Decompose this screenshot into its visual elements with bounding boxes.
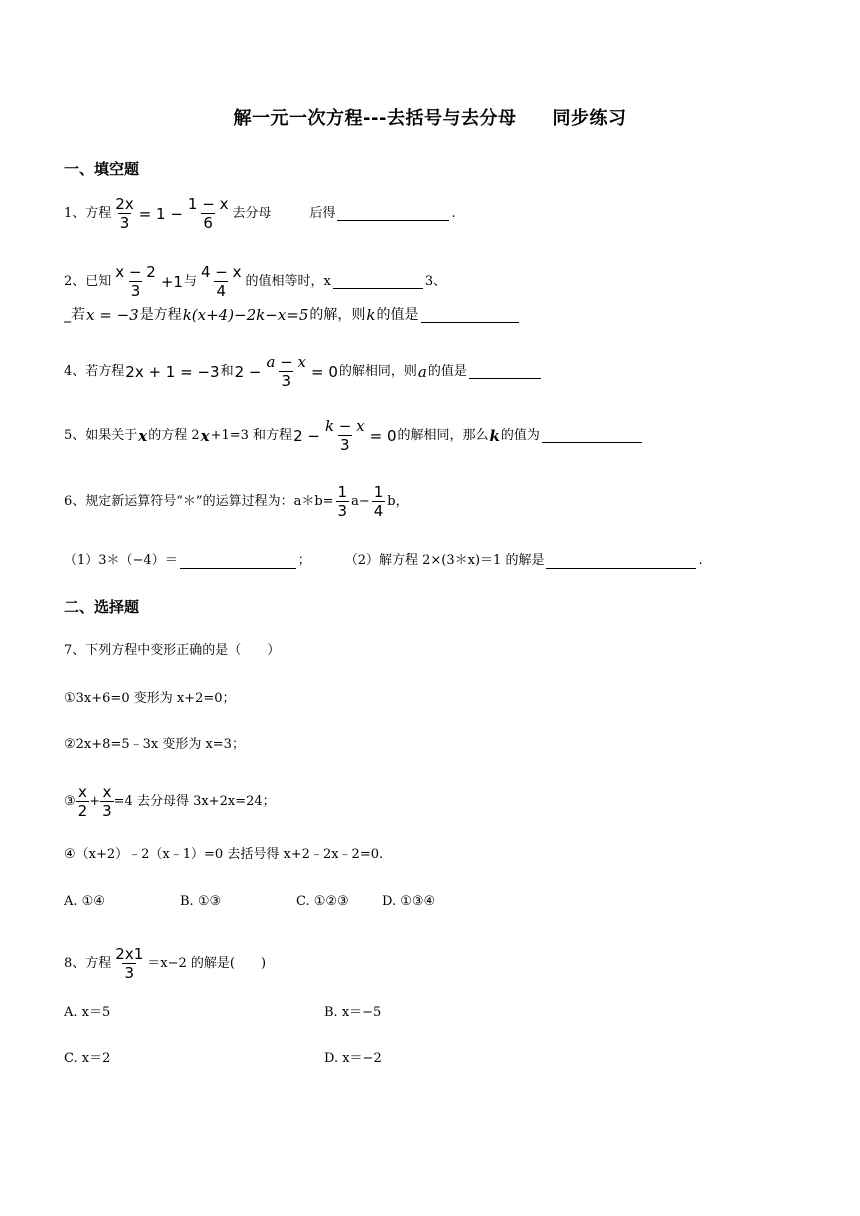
- q7-s3-rest: =4 去分母得 3x+2x=24；: [113, 793, 276, 809]
- q7-s3-num-2: x: [102, 783, 112, 801]
- q3-prefix: _若: [64, 307, 85, 323]
- q5-end: 的值为: [500, 427, 540, 443]
- q6-fraction-2: [372, 484, 386, 519]
- q5-num: k − x: [324, 417, 365, 435]
- q2-num-1: x − 2: [115, 263, 156, 281]
- page-title: [0, 104, 860, 130]
- q4-answer-blank[interactable]: [469, 364, 541, 379]
- q8-rest: ＝x−2 的解是( ): [147, 955, 267, 971]
- q7-s3-fraction-2: [100, 784, 114, 819]
- title-main: 解一元一次方程---去括号与去分母: [233, 108, 517, 129]
- q8-options-row-1: [64, 1004, 381, 1022]
- q6-part-2: （2）解方程 2×(3＊x)＝1 的解是: [344, 553, 545, 568]
- q4-num: a − x: [266, 353, 306, 371]
- q7-statement-1: ①3x+6=0 变形为 x+2=0；: [64, 691, 236, 706]
- section-multiple-choice: 二、选择题: [64, 598, 140, 616]
- q1-num-2: 1 − x: [187, 195, 229, 213]
- q2-plus: +1: [160, 272, 183, 291]
- q5-answer-blank[interactable]: [542, 428, 642, 443]
- question-6: [64, 484, 409, 519]
- q1-fraction-2: [186, 196, 231, 231]
- question-4: [64, 354, 543, 389]
- q2-answer-blank[interactable]: [333, 274, 423, 289]
- q1-num-1: 2x: [115, 195, 134, 213]
- q6-num-2: 1: [373, 483, 384, 501]
- q1-after2: 后得: [309, 205, 336, 221]
- q2-after: 的值相等时，x: [245, 273, 331, 289]
- q1-after: 去分母: [232, 205, 272, 221]
- q7-option-c[interactable]: C. ①②③: [296, 894, 349, 909]
- q3-condition: x = −3: [86, 306, 139, 324]
- q4-end: 的值是: [427, 363, 467, 379]
- q5-eq0: = 0: [369, 426, 397, 445]
- q7-option-b[interactable]: B. ①③: [180, 894, 222, 909]
- q7-statement-3: [64, 784, 276, 819]
- q8-prefix: 8、方程: [64, 955, 112, 971]
- q7-s3-den-1: 2: [77, 802, 88, 820]
- q4-after: 的解相同，则: [338, 363, 417, 379]
- q7-s3-den-2: 3: [102, 802, 112, 820]
- q5-two: 2 −: [293, 426, 320, 445]
- question-6-parts: [64, 552, 703, 570]
- question-5: [64, 418, 644, 453]
- q6-part-2-blank[interactable]: [546, 554, 696, 569]
- q7-s3-num-1: x: [77, 783, 87, 801]
- q3-end: 的值是: [376, 307, 419, 323]
- q6-den-2: 4: [373, 502, 384, 520]
- q6-b: b，: [387, 493, 409, 509]
- q2-den-1: 3: [130, 282, 141, 300]
- q5-x: x: [138, 426, 148, 445]
- q6-fraction-1: [336, 484, 350, 519]
- q1-mid: = 1 −: [138, 204, 183, 223]
- section-fill-in: 一、填空题: [64, 160, 140, 178]
- q6-num-1: 1: [337, 483, 348, 501]
- q8-fraction: [113, 946, 145, 981]
- q8-option-c[interactable]: C. x＝2: [64, 1051, 111, 1066]
- q1-den-1: 3: [119, 214, 130, 232]
- q4-den: 3: [281, 372, 292, 390]
- q5-mid: 的方程 2: [148, 427, 200, 443]
- q5-fraction: [323, 418, 367, 453]
- q1-end: .: [451, 205, 456, 221]
- q2-prefix: 2、已知: [64, 273, 112, 289]
- q7-s3-fraction-1: [76, 784, 90, 819]
- q6-den-1: 3: [337, 502, 348, 520]
- q2-fraction-2: [199, 264, 244, 299]
- q5-k: k: [489, 426, 500, 445]
- q6-part-1-blank[interactable]: [180, 554, 296, 569]
- q2-den-2: 4: [216, 282, 226, 300]
- q7-option-a[interactable]: A. ①④: [64, 894, 105, 909]
- q7-options: [64, 893, 435, 911]
- q5-prefix: 5、如果关于: [64, 427, 138, 443]
- title-sub: 同步练习: [552, 108, 627, 129]
- q3-equation: k(x+4)−2k−x=5: [182, 306, 309, 324]
- q6-part-1-end: ；: [297, 553, 311, 568]
- q8-num: 2x1: [115, 945, 144, 963]
- q7-option-d[interactable]: D. ①③④: [382, 894, 436, 909]
- q8-option-d[interactable]: D. x＝−2: [324, 1051, 382, 1066]
- q4-fraction: [264, 354, 308, 389]
- question-3: [64, 306, 521, 324]
- q6-part-2-end: .: [698, 553, 703, 568]
- q7-s3-prefix: ③: [64, 793, 76, 809]
- q2-yu: 与: [183, 273, 197, 289]
- question-2: [64, 264, 446, 299]
- q1-den-2: 6: [203, 214, 213, 232]
- q4-a: a: [417, 362, 427, 381]
- q7-statement-4: ④（x+2）﹣2（x﹣1）=0 去括号得 x+2﹣2x﹣2=0.: [64, 847, 384, 862]
- q6-prefix: 6、规定新运算符号“＊”的运算过程为：a＊b=: [64, 493, 334, 509]
- q2-num-2: 4 − x: [200, 263, 242, 281]
- q5-after: 的解相同，那么: [397, 427, 489, 443]
- q5-x2: x: [200, 426, 210, 445]
- q3-after: 的解，则: [309, 307, 366, 323]
- q4-he: 和: [220, 363, 234, 379]
- q5-den: 3: [340, 436, 350, 454]
- q6-a: a−: [351, 493, 370, 509]
- question-8: [64, 946, 266, 981]
- q6-part-1: （1）3＊（−4）＝: [64, 553, 178, 568]
- q3-k: k: [366, 306, 376, 324]
- q8-option-a[interactable]: A. x＝5: [64, 1005, 111, 1020]
- q8-options-row-2: [64, 1050, 382, 1068]
- question-7-stem: 7、下列方程中变形正确的是（ ）: [64, 643, 281, 658]
- q2-fraction-1: [113, 264, 158, 299]
- q4-equation-1: 2x + 1 = −3: [125, 362, 220, 381]
- q1-answer-blank[interactable]: [337, 206, 449, 221]
- q3-mid: 是方程: [139, 307, 182, 323]
- q1-fraction-1: [113, 196, 135, 231]
- q4-prefix: 4、若方程: [64, 363, 125, 379]
- q8-option-b[interactable]: B. x＝−5: [324, 1005, 382, 1020]
- question-1: [64, 196, 456, 231]
- q8-den: 3: [124, 964, 135, 982]
- q3-answer-blank[interactable]: [421, 308, 519, 323]
- q4-two: 2 −: [234, 362, 262, 381]
- q4-eq0: = 0: [311, 362, 338, 381]
- q5-mid2: +1=3 和方程: [210, 427, 293, 443]
- q1-prefix: 1、方程: [64, 205, 112, 221]
- q2-tail: 3、: [424, 273, 447, 289]
- q7-statement-2: ②2x+8=5﹣3x 变形为 x=3；: [64, 737, 245, 752]
- q7-s3-plus: +: [89, 793, 101, 809]
